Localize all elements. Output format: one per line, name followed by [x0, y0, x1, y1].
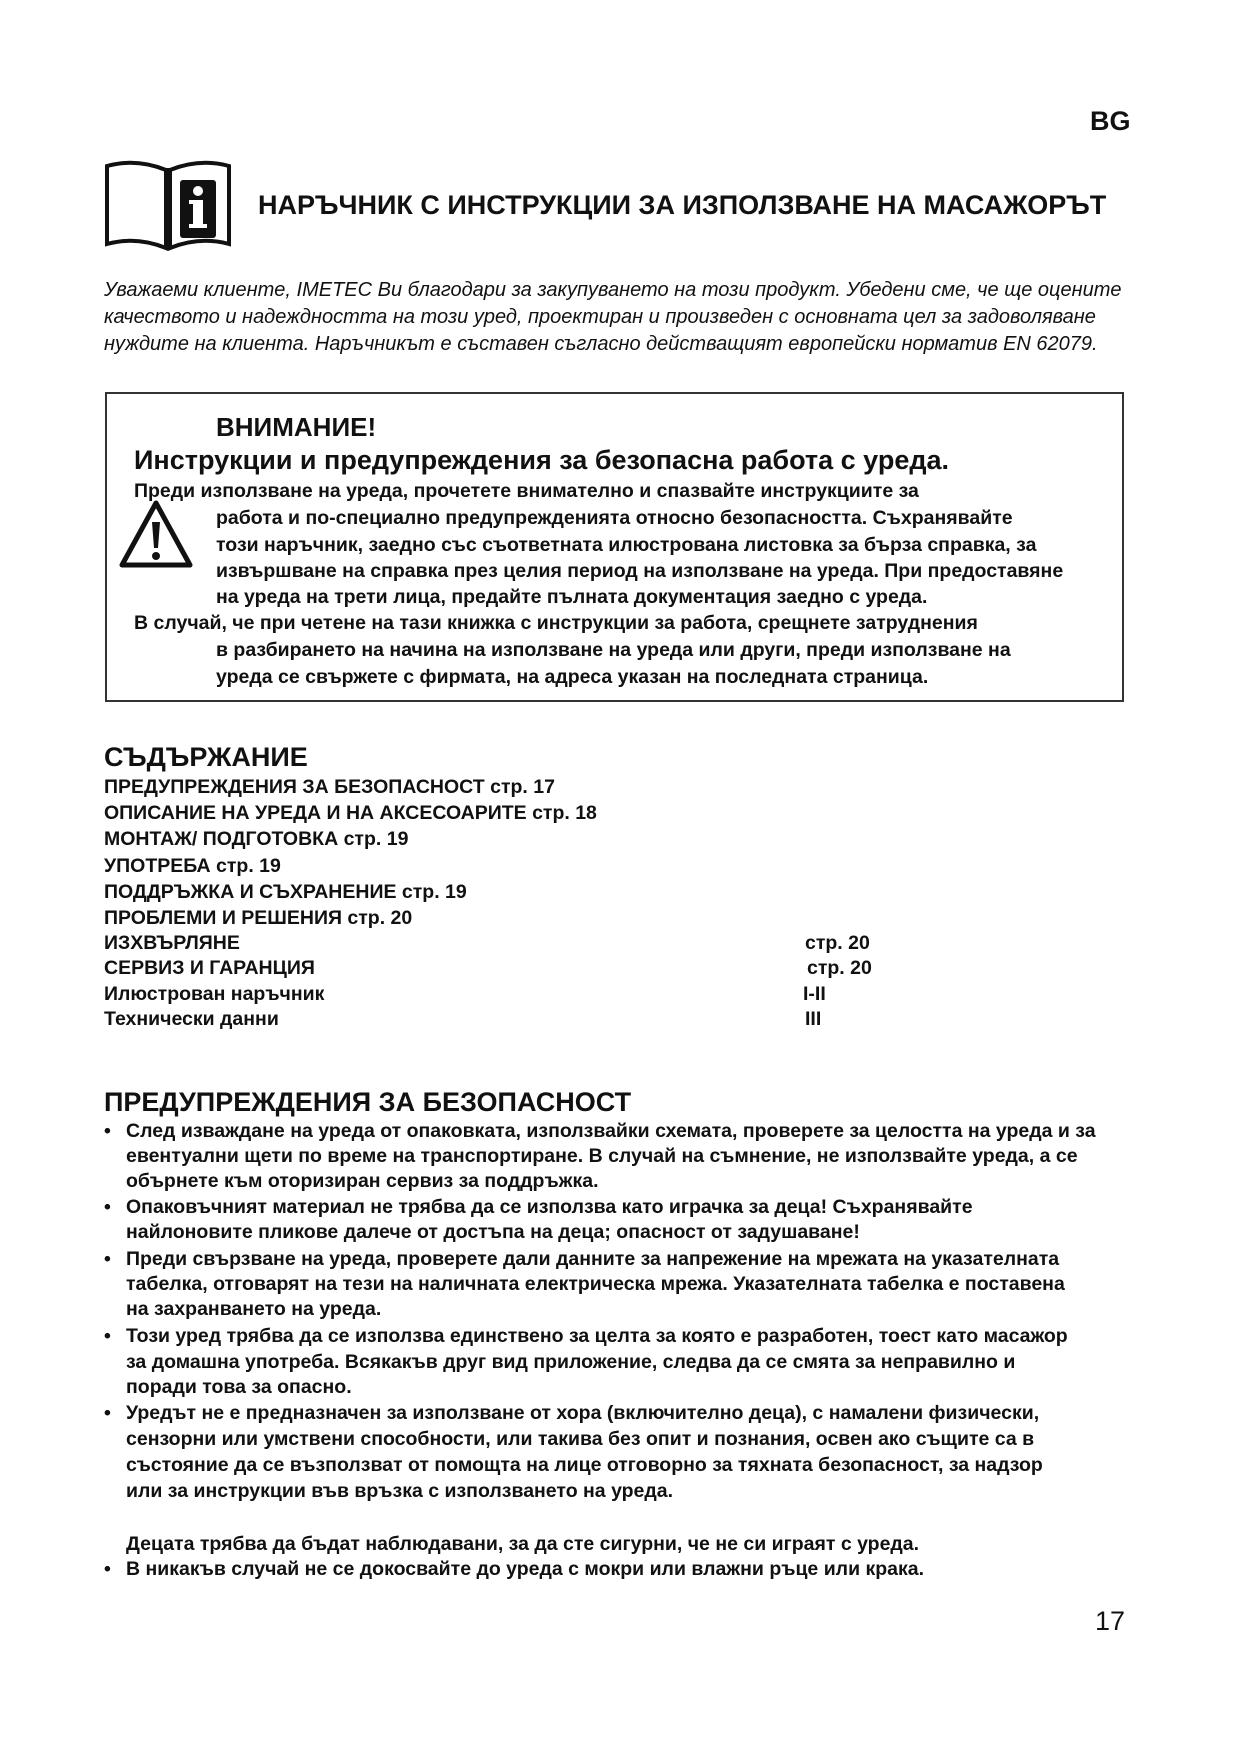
warning-line: на уреда на трети лица, предайте пълната документация заедно с уреда. — [216, 586, 928, 608]
bullet-line: или за инструкции във връзка с използването на уреда. — [126, 1480, 674, 1502]
toc-item-label: ИЗХВЪРЛЯНЕ — [104, 932, 240, 954]
bullet-line: Преди свързване на уреда, проверете дали данните за напрежение на мрежата на указателната — [126, 1248, 1060, 1270]
warning-triangle-icon — [118, 498, 194, 570]
warning-line: работа и по-специално предупрежденията относно безопасността. Съхранявайте — [216, 507, 1013, 529]
toc-item-label: СЕРВИЗ И ГАРАНЦИЯ — [104, 957, 315, 979]
warning-line: този наръчник, заедно със съответната илюстрована листовка за бърза справка, за — [216, 534, 1037, 556]
bullet-line: найлоновите пликове далече от достъпа на деца; опасност от задушаване! — [126, 1221, 860, 1243]
warning-subtitle: Инструкции и предупреждения за безопасна работа с уреда. — [134, 445, 950, 475]
toc-item: УПОТРЕБА стр. 19 — [104, 855, 281, 877]
bullet-line: за домашна употреба. Всякакъв друг вид приложение, следва да се смята за неправилно и — [126, 1351, 1016, 1373]
toc-item: ПРОБЛЕМИ И РЕШЕНИЯ стр. 20 — [104, 907, 413, 929]
bullet-symbol: • — [104, 1558, 111, 1580]
bullet-line: състояние да се възползват от помощта на лице отговорно за тяхната безопасност, за надзор — [126, 1454, 1043, 1476]
bullet-line: В никакъв случай не се докосвайте до уреда с мокри или влажни ръце или крака. — [126, 1558, 925, 1580]
page-number: 17 — [1095, 1606, 1126, 1636]
toc-item-label: Технически данни — [104, 1008, 279, 1030]
bullet-symbol: • — [104, 1196, 111, 1218]
info-manual-icon — [104, 160, 232, 252]
bullet-line: евентуални щети по време на транспортиране. В случай на съмнение, не използвайте уреда, а се — [126, 1145, 1078, 1167]
warning-line: В случай, че при четене на тази книжка с инструкции за работа, срещнете затруднения — [134, 612, 978, 634]
bullet-line: на захранването на уреда. — [126, 1298, 382, 1320]
intro-paragraph — [104, 277, 1184, 358]
language-code: BG — [1090, 106, 1131, 136]
bullet-line: Този уред трябва да се използва единствено за целта за която е разработен, тоест като масажор — [126, 1325, 1068, 1347]
toc-item-page: I-II — [803, 983, 826, 1005]
toc-item-label: Илюстрован наръчник — [104, 983, 325, 1005]
bullet-symbol: • — [104, 1402, 111, 1424]
toc-item: МОНТАЖ/ ПОДГОТОВКА стр. 19 — [104, 828, 409, 850]
page-title: НАРЪЧНИК С ИНСТРУКЦИИ ЗА ИЗПОЛЗВАНЕ НА МАСАЖОРЪТ — [258, 190, 1107, 220]
toc-item: ОПИСАНИЕ НА УРЕДА И НА АКСЕСОАРИТЕ стр. 18 — [104, 802, 597, 824]
warning-line: уреда се свържете с фирмата, на адреса указан на последната страница. — [216, 666, 929, 688]
bullet-symbol: • — [104, 1120, 111, 1142]
bullet-symbol: • — [104, 1325, 111, 1347]
section-title: ПРЕДУПРЕЖДЕНИЯ ЗА БЕЗОПАСНОСТ — [104, 1087, 632, 1117]
bullet-line: поради това за опасно. — [126, 1376, 352, 1398]
bullet-line: сензорни или умствени способности, или такива без опит и познания, освен ако същите са в — [126, 1428, 1035, 1450]
warning-line: в разбирането на начина на използване на уреда или други, преди използване на — [216, 639, 1011, 661]
bullet-line: табелка, отговарят на тези на наличната електрическа мрежа. Указателната табелка е поставена — [126, 1273, 1065, 1295]
toc-item-page: стр. 20 — [805, 932, 870, 954]
intro-line: качеството и надеждността на този уред, проектиран и произведен с основната цел за задоволяване — [104, 306, 1096, 328]
toc-item-page: стр. 20 — [807, 957, 872, 979]
warning-title: ВНИМАНИЕ! — [216, 412, 377, 442]
bullet-symbol: • — [104, 1248, 111, 1270]
toc-item: ПРЕДУПРЕЖДЕНИЯ ЗА БЕЗОПАСНОСТ стр. 17 — [104, 776, 555, 798]
bullet-line: Опаковъчният материал не трябва да се използва като играчка за деца! Съхранявайте — [126, 1196, 973, 1218]
toc-title: СЪДЪРЖАНИЕ — [104, 742, 308, 772]
bullet-line: обърнете към оторизиран сервиз за поддръжка. — [126, 1170, 599, 1192]
intro-line: нуждите на клиента. Наръчникът е съставен съгласно действащият европейски норматив EN 62079. — [104, 333, 1098, 355]
bullet-line: Уредът не е предназначен за използване от хора (включително деца), с намалени физически, — [126, 1402, 1040, 1424]
warning-line: извършване на справка през целия период на използване на уреда. При предоставяне — [216, 560, 1064, 582]
child-supervision-note: Децата трябва да бъдат наблюдавани, за да сте сигурни, че не си играят с уреда. — [126, 1533, 920, 1555]
toc-item: ПОДДРЪЖКА И СЪХРАНЕНИЕ стр. 19 — [104, 881, 467, 903]
warning-line: Преди използване на уреда, прочетете внимателно и спазвайте инструкциите за — [134, 480, 919, 502]
intro-line: Уважаеми клиенте, IMETEC Ви благодари за закупуването на този продукт. Убедени сме, че ще оцените — [104, 279, 1122, 301]
toc-item-page: III — [805, 1008, 822, 1030]
bullet-line: След изваждане на уреда от опаковката, използвайки схемата, проверете за целостта на уреда и за — [126, 1120, 1096, 1142]
